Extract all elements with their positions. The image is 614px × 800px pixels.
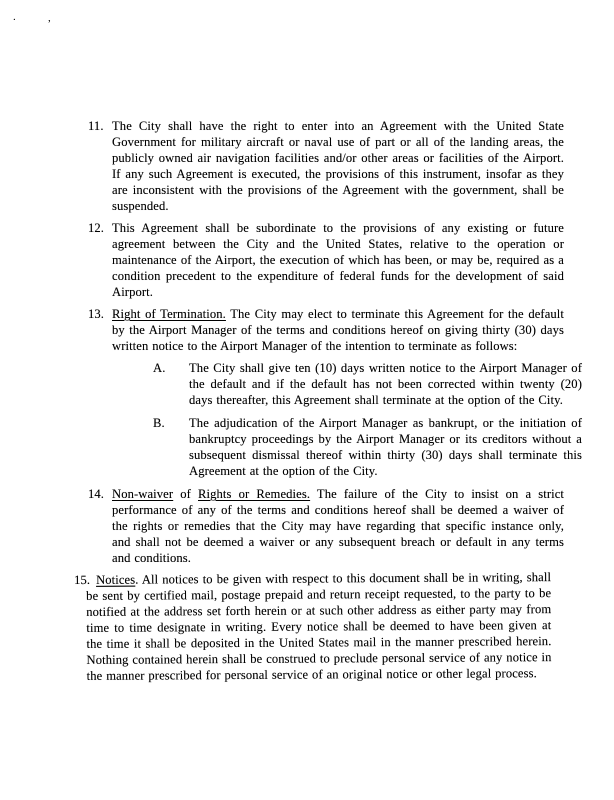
subitem bbox=[153, 415, 582, 479]
subitem-letter: B. bbox=[153, 416, 165, 430]
paragraph-segment: of bbox=[173, 487, 199, 501]
section-heading: Non-waiver bbox=[112, 487, 174, 501]
paragraph-number: 15. bbox=[74, 572, 91, 587]
paragraph-text bbox=[112, 221, 564, 299]
paragraph-segment: The failure of the City to insist on a strict performance of any of the terms and conditions hereof shall be deemed a waiver of the rights or remedies that the City may have regarding that specific instance only, and shall not be deemed a waiver or any subsequent breach or default in any terms and conditions. bbox=[112, 487, 565, 565]
paragraph-segment: This Agreement shall be subordinate to the provisions of any existing or future agreement between the City and the United States, relative to the operation or maintenance of the Airport, the execution of which has been, or may be, required as a condition precedent to the expenditure of federal funds for the development of said Airport. bbox=[112, 221, 564, 299]
paragraph bbox=[88, 220, 564, 300]
section-heading: Rights or Remedies. bbox=[198, 487, 311, 501]
paragraph-segment: The City may elect to terminate this Agreement for the default by the Airport Manager of the terms and conditions hereof on giving thirty (30) days written notice to the Airport Manager of the intention to terminate as follows: bbox=[112, 307, 564, 353]
paragraph bbox=[74, 569, 552, 684]
paragraph-segment: . All notices to be given with respect to this document shall be in writing, shall be sent by certified mail, postage prepaid and return receipt requested, to the party to be notified at the address set forth herein or at such other address as either party may from time to time designate in writing. Every notice shall be deemed to have been given at the time it shall be deposited in the United States mail in the manner prescribed herein. Nothing contained herein shall be construed to preclude personal service of any notice in the manner prescribed for personal service of an original notice or other legal process. bbox=[86, 570, 552, 683]
paragraph-text bbox=[86, 570, 551, 683]
subitem bbox=[153, 360, 582, 408]
paragraph-number: 13. bbox=[88, 307, 105, 321]
subitem-text: The adjudication of the Airport Manager as bankrupt, or the initiation of bankruptcy proceedings by the Airport Manager or its creditors without a subsequent dismissal thereof within thirty (30) days shall terminate this Agreement at the option of the City. bbox=[189, 416, 582, 478]
paragraph-text bbox=[112, 119, 564, 213]
scan-artifact-dot: . bbox=[13, 11, 16, 23]
paragraph-segment: The City shall have the right to enter into an Agreement with the United State Government for military aircraft or naval use of part or all of the landing areas, the publicly owned air navigation facilities and/or other areas or facilities of the Airport. If any such Agreement is executed, the provisions of this instrument, insofar as they are inconsistent with the provisions of the Agreement with the government, shall be suspended. bbox=[112, 119, 564, 213]
paragraph-number: 14. bbox=[88, 487, 105, 501]
scan-artifact-comma: , bbox=[48, 12, 51, 24]
section-heading: Right of Termination. bbox=[112, 307, 226, 321]
subitem-text: The City shall give ten (10) days written notice to the Airport Manager of the default and if the default has not been corrected within twenty (20) days thereafter, this Agreement shall terminate at the option of the City. bbox=[189, 361, 582, 407]
subitem-letter: A. bbox=[153, 361, 166, 375]
paragraph bbox=[88, 306, 564, 354]
paragraph bbox=[88, 118, 564, 214]
paragraph-number: 12. bbox=[88, 221, 105, 235]
paragraph-text bbox=[112, 487, 564, 565]
paragraph bbox=[88, 486, 564, 566]
paragraph-text bbox=[112, 307, 564, 353]
section-heading: Notices bbox=[96, 572, 136, 587]
paragraph-number: 11. bbox=[88, 119, 104, 133]
